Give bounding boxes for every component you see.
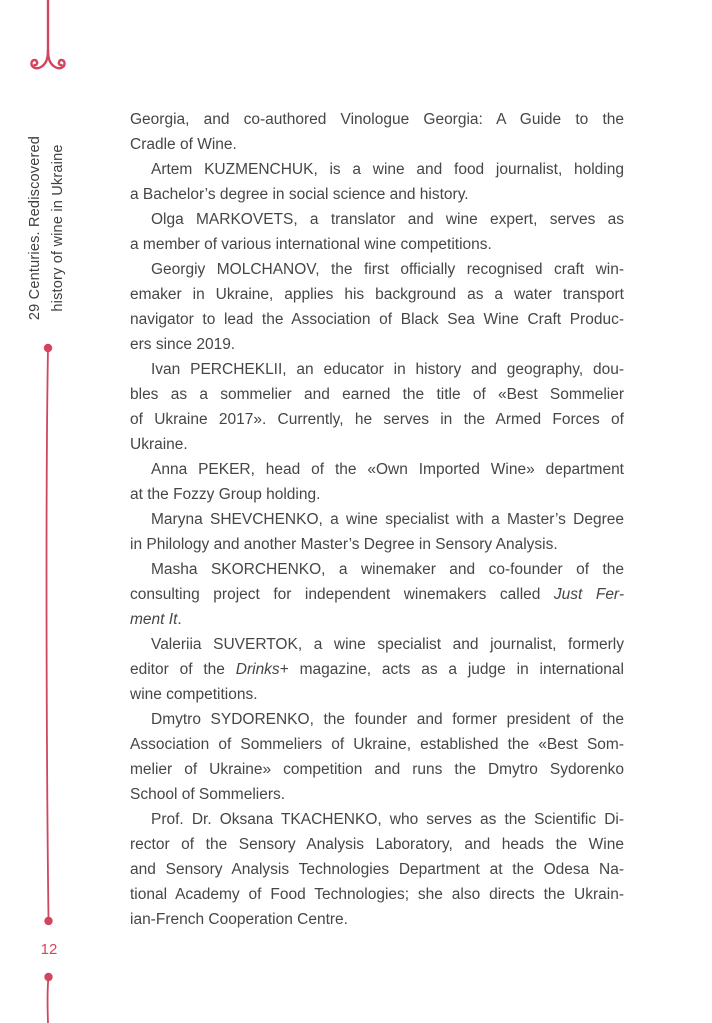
text-line: ment It. bbox=[130, 611, 182, 628]
text-line: Dmytro SYDORENKO, the founder and former president of the bbox=[151, 711, 624, 728]
text-line: Cradle of Wine. bbox=[130, 136, 237, 153]
text-line: Prof. Dr. Oksana TKACHENKO, who serves as the Scientific Di- bbox=[151, 811, 624, 828]
text-line: ers since 2019. bbox=[130, 336, 236, 353]
text-line: Ukraine. bbox=[130, 436, 188, 453]
text-line: at the Fozzy Group holding. bbox=[130, 486, 321, 503]
text-line: Ivan PERCHEKLII, an educator in history and geography, dou- bbox=[151, 361, 624, 378]
text-line: Valeriia SUVERTOK, a wine specialist and journalist, formerly bbox=[151, 636, 624, 653]
text-line: of Ukraine 2017». Currently, he serves in the Armed Forces of bbox=[130, 411, 624, 428]
text-line: editor of the Drinks+ magazine, acts as a judge in international bbox=[130, 661, 624, 678]
text-line: Georgiy MOLCHANOV, the first officially recognised craft win- bbox=[151, 261, 624, 278]
text-line: emaker in Ukraine, applies his background as a water transport bbox=[130, 286, 624, 303]
text-line: Maryna SHEVCHENKO, a wine specialist with a Master’s Degree bbox=[151, 511, 624, 528]
flourish-ornament-icon bbox=[26, 0, 70, 84]
text-line: bles as a sommelier and earned the title of «Best Sommelier bbox=[130, 386, 624, 403]
text-line: and Sensory Analysis Technologies Department at the Odesa Na- bbox=[130, 861, 624, 878]
text-line: School of Sommeliers. bbox=[130, 786, 286, 803]
sidebar-running-title bbox=[24, 108, 78, 348]
text-line: consulting project for independent winemakers called Just Fer- bbox=[130, 586, 624, 603]
text-line: Artem KUZMENCHUK, is a wine and food journalist, holding bbox=[151, 161, 624, 178]
body-text bbox=[130, 107, 624, 932]
text-line: tional Academy of Food Technologies; she also directs the Ukrain- bbox=[130, 886, 624, 903]
text-line: wine competitions. bbox=[130, 686, 258, 703]
text-line: melier of Ukraine» competition and runs the Dmytro Sydorenko bbox=[130, 761, 624, 778]
running-title-line2: history of wine in Ukraine bbox=[50, 144, 66, 312]
text-line: a member of various international wine competitions. bbox=[130, 236, 492, 253]
text-line: Masha SKORCHENKO, a winemaker and co-founder of the bbox=[151, 561, 624, 578]
page-number: 12 bbox=[40, 941, 58, 958]
text-line: navigator to lead the Association of Black Sea Wine Craft Produc- bbox=[130, 311, 624, 328]
footer-rule-line bbox=[42, 971, 56, 1023]
text-line: a Bachelor’s degree in social science and history. bbox=[130, 186, 469, 203]
text-line: rector of the Sensory Analysis Laboratory, and heads the Wine bbox=[130, 836, 624, 853]
text-line: Association of Sommeliers of Ukraine, established the «Best Som- bbox=[130, 736, 624, 753]
running-title-line1: 29 Centuries. Rediscovered bbox=[27, 135, 43, 321]
margin-rule-line bbox=[41, 343, 55, 931]
text-line: Olga MARKOVETS, a translator and wine expert, serves as bbox=[151, 211, 624, 228]
text-line: in Philology and another Master’s Degree in Sensory Analysis. bbox=[130, 536, 558, 553]
text-line: ian-French Cooperation Centre. bbox=[130, 911, 348, 928]
text-line: Anna PEKER, head of the «Own Imported Wine» department bbox=[151, 461, 624, 478]
text-line: Georgia, and co-authored Vinologue Georgia: A Guide to the bbox=[130, 111, 624, 128]
